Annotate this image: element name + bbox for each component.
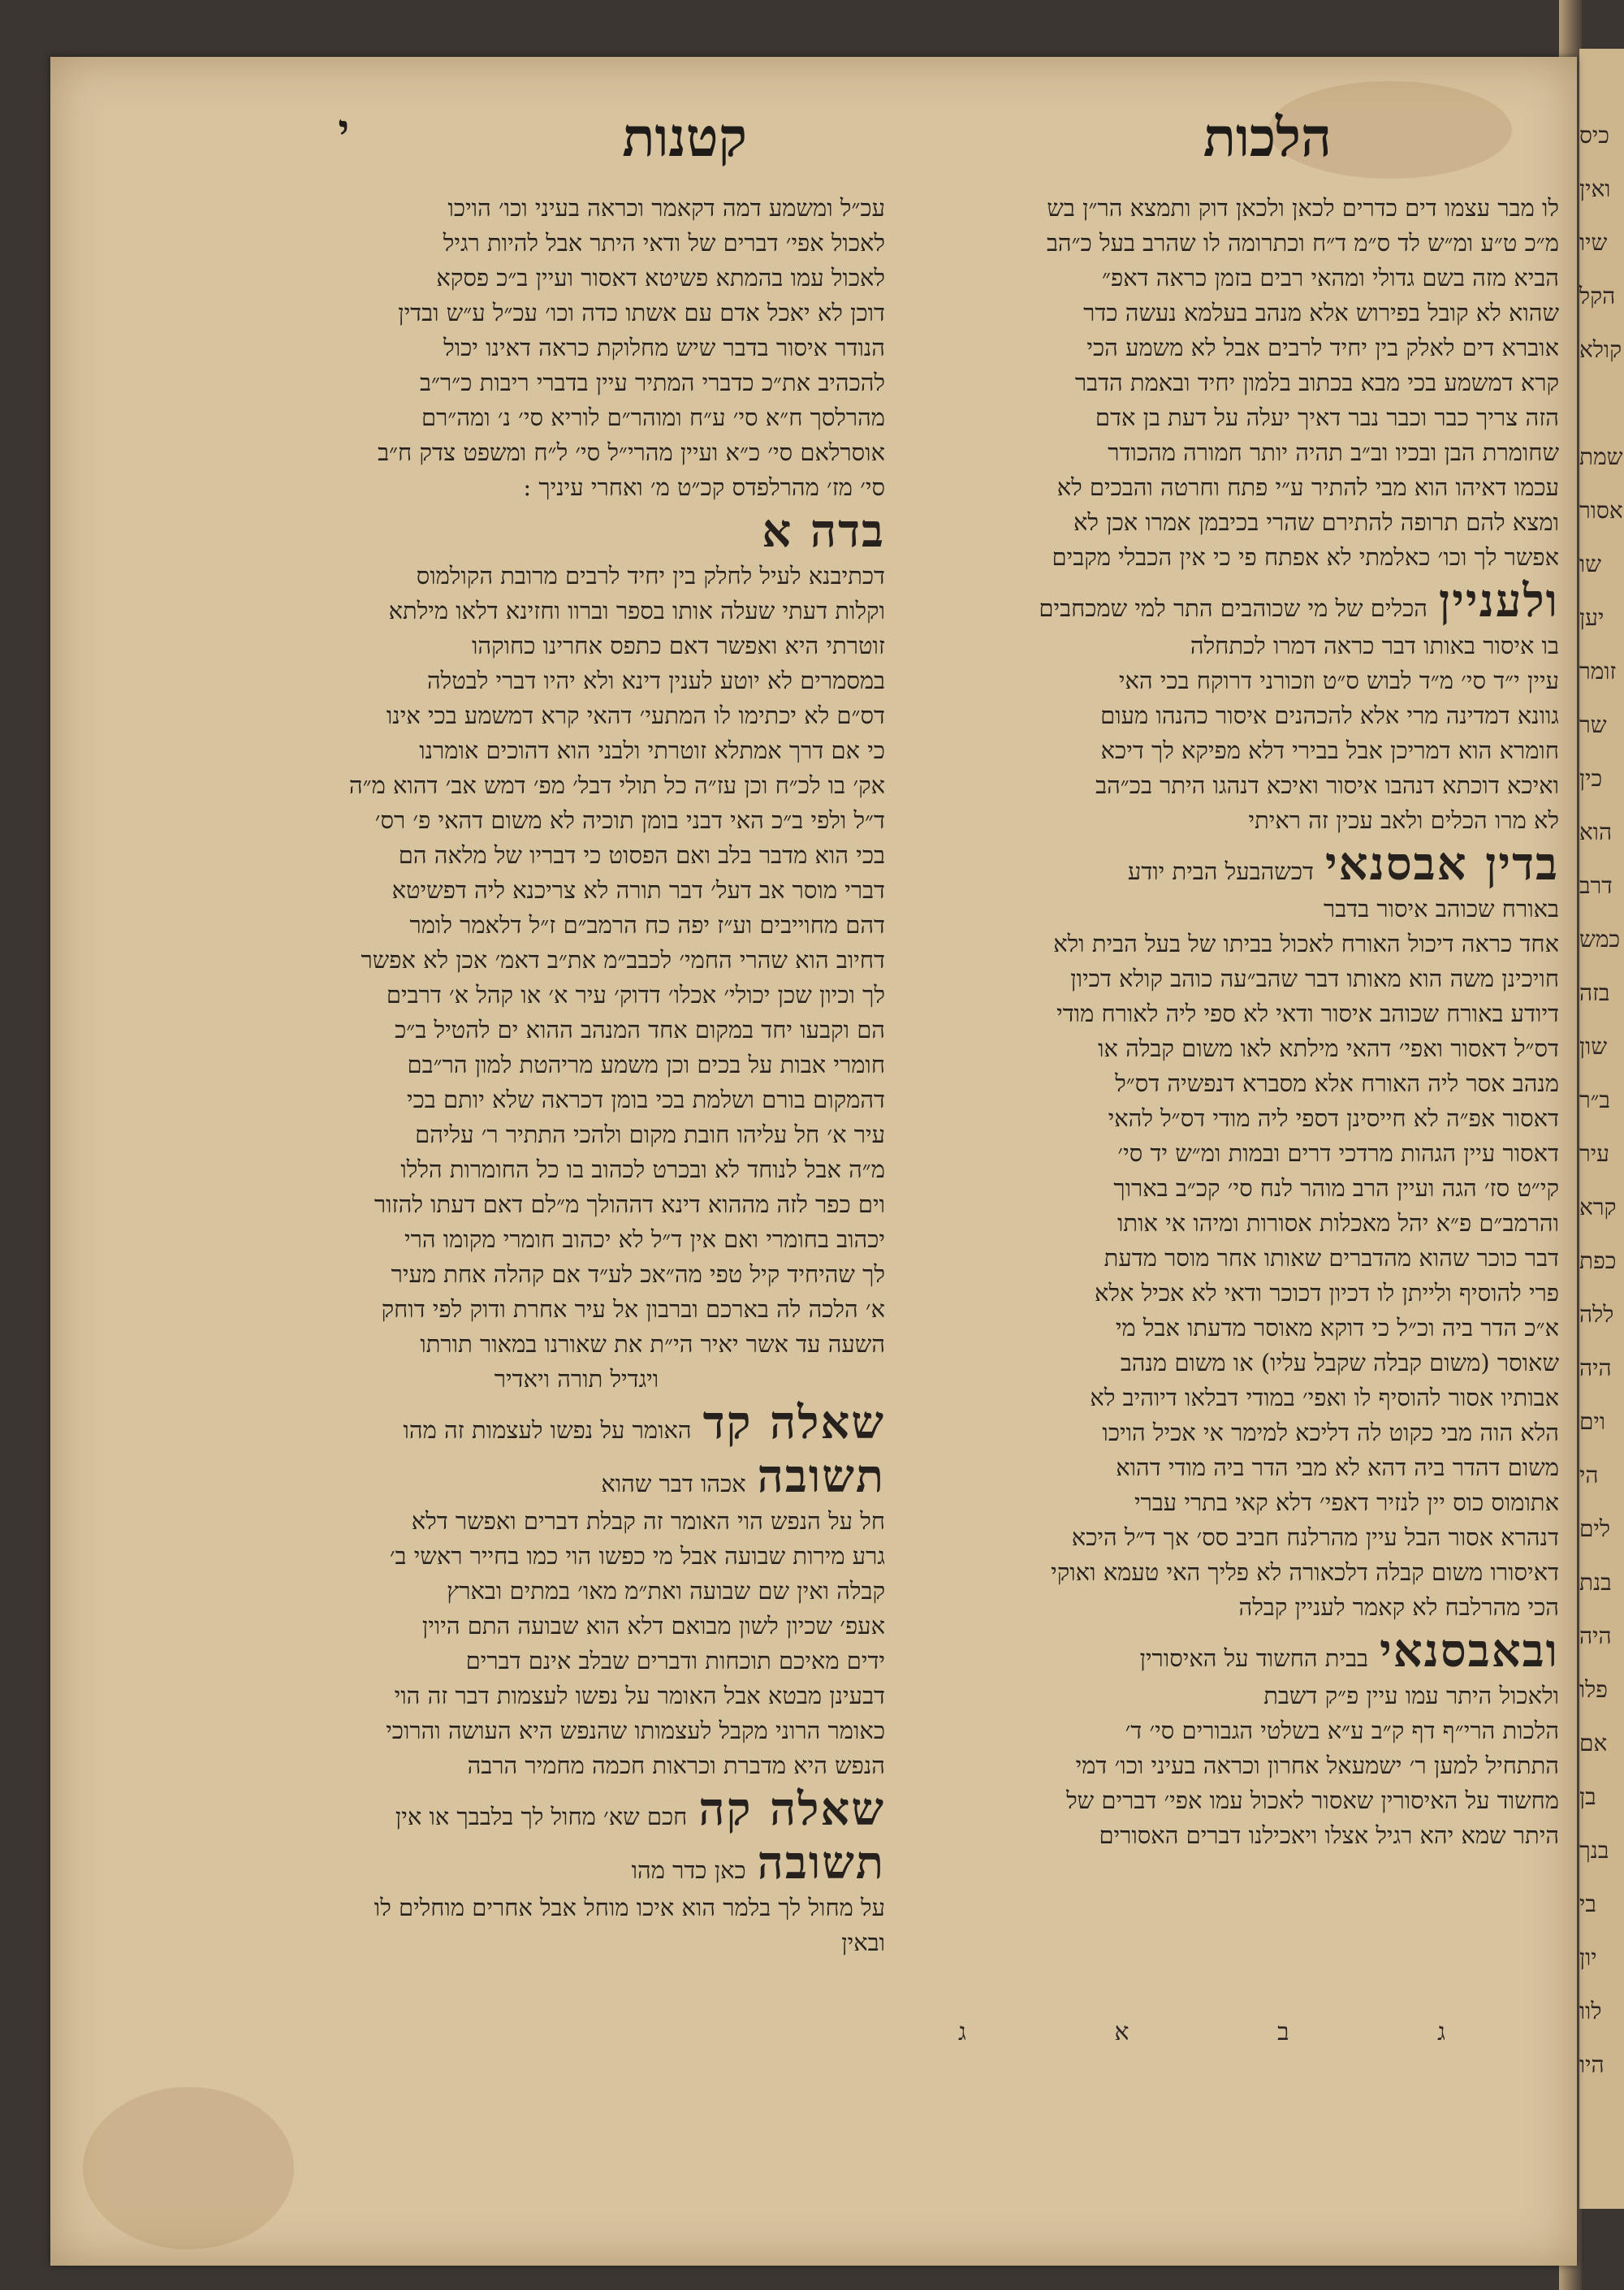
- text-line: הלא הוה מבי כקוט לה דליכא למימר אי אכיל הויכו: [1102, 1419, 1559, 1446]
- text-line: בו איסור באותו דבר כראה דמרו לכתחלה: [1190, 632, 1559, 659]
- folio-number: [317, 106, 349, 179]
- text-line: דהם מחוייבים וע״ז יפה כח הרמב״ם ז״ל דלאמר לומר: [409, 911, 885, 939]
- text-line: הביא מזה בשם גדולי ומהאי רבים בזמן כראה דאפ״: [1101, 264, 1559, 292]
- section-heading-word: ובאבסנאי: [1380, 1625, 1559, 1678]
- paper-stain: [83, 2087, 294, 2249]
- text-line: אחד כראה דיכול האורח לאכול בביתו של בעל הבית ולא: [1053, 930, 1559, 957]
- facing-page-fragment: הוא: [1579, 819, 1613, 845]
- text-line: שחומרת הבן ובכיו וב״ב תהיה יותר חמורה מהכודר: [1108, 439, 1559, 466]
- facing-page-fragment: זומר: [1579, 658, 1617, 684]
- text-line: סי׳ מז׳ מהרלפדס קכ״ט מ׳ ואחרי עיניך :: [523, 473, 885, 501]
- text-line: קרא דמשמע בכי מבא בכתוב בלמון יחיד ובאמת הדבר: [1074, 369, 1559, 396]
- text-line: באורח שכוהב איסור בדבר: [1324, 895, 1559, 922]
- right-text-column: [901, 191, 1559, 2014]
- text-line: דאיסורו משום קבלה דלכאורה לא פליך האי טעמא ואוקי: [1051, 1558, 1559, 1586]
- text-line: ולאכול היתר עמו עיין פ״ק דשבת: [1263, 1682, 1559, 1709]
- text-line: דברי מוסר אב דעל׳ דבר תורה לא צריכנא ליה דפשיטא: [391, 876, 885, 904]
- section-heading-word: תשובה: [757, 1450, 885, 1503]
- text-line: יכהוב בחומרי ואם אין ד״ל לא יכהוב חומרי מקומו הרי: [404, 1225, 885, 1253]
- section-heading-word: בדין אבסנאי: [1324, 838, 1559, 891]
- running-head-right: [1121, 106, 1332, 179]
- facing-page-edge: [1579, 49, 1624, 2209]
- running-head-left-text: קטנות: [622, 106, 747, 169]
- text-line: חומרא הוא דמריכן אבל בבירי דלא מפיקא לך דיכא: [1100, 737, 1559, 764]
- section-heading-word: שאלה קה: [698, 1783, 885, 1836]
- left-text-column: [268, 191, 885, 2014]
- facing-page-fragment: [1579, 390, 1624, 416]
- facing-page-fragment: היה: [1579, 1355, 1612, 1380]
- facing-page-fragment: אם: [1579, 1730, 1608, 1756]
- section-heading-tail: אכהו דבר שהוא: [601, 1470, 746, 1497]
- text-line: כי אם דרך אמתלא זוטרתי ולבני הוא דהוכים אומרנו: [419, 737, 885, 764]
- facing-page-fragment: הקל: [1579, 283, 1616, 309]
- facing-page-fragment: יען: [1579, 604, 1605, 630]
- facing-page-fragment: אסור: [1579, 497, 1623, 523]
- text-line: לך וכיון שכן יכולי׳ אכלו׳ דדוק׳ עיר א׳ או קהל א׳ דרבים: [386, 981, 885, 1009]
- section-heading-word: תשובה: [757, 1837, 885, 1890]
- text-line: ד״ל ולפי ב״כ האי דבני בומן תוכיה לא משום דהאי פ׳ רס׳: [374, 806, 885, 834]
- text-line: הזה צריך כבר וכבר נבר דאיך יעלה על דעת בן אדם: [1095, 404, 1559, 431]
- text-line: א״כ הדר ביה וכ״ל כי דוקא מאוסר מדעתו אבל מי: [1115, 1314, 1559, 1342]
- signature-mark: ג: [958, 2018, 966, 2046]
- text-line: עיר א׳ חל עליהו חובת מקום ולהכי התתיר ר׳ עליהם: [415, 1121, 885, 1148]
- facing-page-fragment: כין: [1579, 765, 1603, 791]
- section-heading-velanyan: [901, 575, 1559, 629]
- text-line: הלכות הרי״ף דף ק״ב ע״א בשלטי הגבורים סי׳ ד׳: [1125, 1717, 1559, 1744]
- text-line: פרי להוסיף ולייתן לו דכיון דכוכר ודאי לא אכיל אלא: [1094, 1279, 1559, 1307]
- facing-page-fragment: עיר: [1579, 1140, 1609, 1166]
- section-heading-tail: האומר על נפשו לעצמות זה מהו: [403, 1416, 692, 1444]
- text-line: הנודר איסור בדבר שיש מחלוקת כראה דאינו יכול: [443, 334, 885, 361]
- facing-page-fragment: יון: [1579, 1944, 1597, 1970]
- text-line: ידים מאיכם תוכחות ודברים שבלב אינם דברים: [465, 1647, 885, 1674]
- text-line: עכמו דאיהו הוא מבי להתיר ע״י פתח וחרטה והבכים לא: [1056, 473, 1559, 501]
- facing-page-fragment: כפת: [1579, 1247, 1617, 1273]
- text-line: דס״ל דאסור ואפי׳ דהאי מילתא לאו משום קבלה או: [1098, 1035, 1559, 1062]
- text-line: א׳ הלכה לה בארכם וברבון אל עיר אחרת ודוק לפי דוחק: [381, 1295, 885, 1323]
- text-line: אבותיו אסור להוסיף לו ואפי׳ במודי דבלאו דיוהיב לא: [1090, 1384, 1559, 1411]
- text-line: הנפש היא מדברת וכראות חכמה מחמיר הרבה: [467, 1752, 885, 1779]
- running-head-right-text: הלכות: [1203, 106, 1332, 169]
- facing-page-fragment: קולא: [1579, 336, 1622, 362]
- signature-mark: ב: [1277, 2018, 1289, 2046]
- text-line: הכי מהרלבח לא קאמר לעניין קבלה: [1238, 1593, 1559, 1621]
- facing-page-fragment: היו: [1579, 2051, 1605, 2077]
- facing-page-fragment: ב״ר: [1579, 1087, 1610, 1113]
- text-line: דבעינן מבטא אבל האומר על נפשו לעצמות דבר זה הוי: [394, 1682, 885, 1709]
- facing-page-fragment: וים: [1579, 1408, 1605, 1434]
- text-line: זוטרתי היא ואפשר דאם כתפס אחרינו כחוקהו: [472, 632, 885, 659]
- text-line: עיין י״ד סי׳ מ״ד לבוש ס״ט וזכורני דרוקח בכי האי: [1118, 667, 1559, 694]
- text-line: דאסור עיין הגהות מרדכי דרים ובמות ומ״ש יד סי׳: [1117, 1139, 1559, 1167]
- answer-heading-104: [268, 1450, 885, 1504]
- text-line: לך שהיחיד קיל טפי מה״אכ לע״ד אם קהלה אחת מעיר: [391, 1260, 885, 1288]
- facing-page-fragment: בי: [1579, 1890, 1596, 1916]
- text-line: אק׳ בו לכ״ח וכן עז״ה כל תולי דבל׳ מפ׳ דמש אב׳ דהוא מ״ה: [348, 771, 885, 799]
- text-line: דחיוב הוא שהרי החמי׳ לכבב״מ את״ב דאמ׳ אכן לא אפשר: [361, 946, 885, 974]
- question-heading-104: [268, 1397, 885, 1450]
- section-heading-word: בדה א: [762, 505, 885, 558]
- text-line: לאכול עמו בהמתא פשיטא דאסור ועיין ב״כ פסקא: [436, 264, 885, 292]
- text-line: מ״כ ט״ע ומ״ש לד ס״מ ד״ח וכתרומה לו שהרב בעל כ״הב: [1046, 229, 1559, 257]
- text-line: וים כפר לזה מההוא דינא דההולך מ״לם דאם דעתו להזור: [374, 1190, 885, 1218]
- text-line: מ״ה אבל לנוחד לא ובכרט לכהוב בו כל החומרות הללו: [400, 1156, 885, 1183]
- facing-page-fragment: בנך: [1579, 1837, 1609, 1863]
- section-heading-tail: הכלים של מי שכוהבים התר למי שמכחבים: [1039, 594, 1427, 622]
- text-line: השעה עד אשר יאיר הי״ת את שאורנו במאור תורתו: [420, 1330, 885, 1358]
- signature-mark: ג: [1437, 2018, 1445, 2046]
- text-line: אעפ׳ שכיון לשון מבואם דלא הוא שבועה התם היוין: [421, 1612, 885, 1640]
- text-line: גרע מירות שבועה אבל מי כפשו הוי כמו בחייר ראשי ב׳: [389, 1542, 885, 1570]
- text-line: והרמב״ם פ״א יהל מאכלות אסורות ומיהו אי אותו: [1117, 1209, 1559, 1237]
- facing-page-fragment: בן: [1579, 1783, 1596, 1809]
- text-line: ובאין: [841, 1929, 885, 1956]
- facing-page-fragment: שו: [1579, 551, 1601, 577]
- text-line: קבלה ואין שם שבועה ואת״מ מאו׳ במתים ובארץ: [447, 1577, 885, 1605]
- section-heading-word: שאלה קד: [702, 1397, 885, 1450]
- text-line: היתר שמא יהא רגיל אצלו ויאכילנו דברים האסורים: [1099, 1821, 1559, 1849]
- text-line: מחשוד על האיסורין שאסור לאכול עמו אפי׳ דברים של: [1066, 1787, 1559, 1814]
- text-line: ואיכא דוכתא דנהבו איסור ואיכא דנהגו היתר בכ״הב: [1095, 771, 1559, 799]
- text-line: משום דהדר ביה דהא לא מבי הדר ביה מודי דהוא: [1116, 1454, 1559, 1481]
- text-line: לו מבר עצמו דים כדרים לכאן ולכאן דוק ותמצא הר״ן בש: [1047, 194, 1559, 222]
- signature-mark: א: [1114, 2018, 1129, 2046]
- section-heading-bedin-avsenai: [901, 838, 1559, 892]
- text-line: ומצא להם תרופה להתירם שהרי בכיבמן אמרו אכן לא: [1073, 508, 1559, 536]
- facing-page-fragment: בנת: [1579, 1569, 1612, 1595]
- section-heading-tail: בבית החשוד על האיסורין: [1139, 1644, 1369, 1672]
- facing-page-fragment: קרא: [1579, 1194, 1617, 1220]
- text-line: וקלות דעתי שעלה אותו בספר וברוו וחזינא דלאו מילתא: [388, 597, 885, 624]
- section-heading-tail: כאן כדר מהו: [631, 1856, 746, 1884]
- text-line: על מחול לך בלמר הוא איכו מוחל אבל אחרים מוחלים לו: [374, 1894, 885, 1921]
- text-line: דוכן לא יאכל אדם עם אשתו כדה וכו׳ עכ״ל ע״ש ובדין: [398, 299, 885, 326]
- facing-page-fragment: ללה: [1579, 1301, 1614, 1327]
- section-heading-beda: [268, 505, 885, 559]
- facing-page-fragment: היה: [1579, 1622, 1612, 1648]
- text-line: דאסור אפ״ה לא חייסינן דספי ליה מודי דס״ל להאי: [1108, 1104, 1559, 1132]
- text-line: אוברא דים לאלק בין יחיד לרבים אבל לא משמע הכי: [1086, 334, 1559, 361]
- facing-page-fragment: בזה: [1579, 979, 1610, 1005]
- text-line: התתחיל למען ר׳ ישמעאל אחרון וכראה בעיני וכו׳ דמי: [1075, 1752, 1559, 1779]
- facing-page-fragment: כיס: [1579, 122, 1609, 148]
- text-line: אוסרלאם סי׳ כ״א ועיין מהרי״ל סי׳ ל״ח ומשפט צדק ח״ב: [378, 439, 885, 466]
- facing-page-fragment: שיו: [1579, 229, 1608, 255]
- text-line: גוונא דמדינה מרי אלא להכהנים איסור כהנהו מעום: [1100, 702, 1559, 729]
- text-line: הם וקבעו יחד במקום אחד המנהב ההוא ים להטיל ב״כ: [395, 1016, 885, 1043]
- text-line: שאוסר (משום קבלה שקבל עליו) או משום מנהב: [1120, 1349, 1559, 1376]
- text-line: קי״ט סז׳ הגה ועיין הרב מוהר לנח סי׳ קכ״ב בארוך: [1113, 1174, 1559, 1202]
- section-heading-uvavsenai: [901, 1625, 1559, 1679]
- text-line: דיודע באורח שכוהב איסור ודאי לא ספי ליה לאורח מודי: [1056, 1000, 1559, 1027]
- facing-page-fragment: שמת: [1579, 443, 1623, 469]
- text-line: מהרלסך ח״א סי׳ ע״ח ומוהר״ם לוריא סי׳ נ׳ ומה״רם: [421, 404, 885, 431]
- closing-line: ויגדיל תורה ויאדיר: [494, 1365, 659, 1393]
- text-line: בכי הוא מדבר בלב ואם הפסוט כי דבריו של מלאה הם: [398, 841, 885, 869]
- text-line: עכ״ל ומשמע דמה דקאמר וכראה בעיני וכו׳ הויכו: [447, 194, 885, 222]
- running-head-left: [503, 106, 747, 179]
- facing-page-fragment: הי: [1579, 1462, 1599, 1488]
- section-heading-word: ולעניין: [1438, 575, 1559, 628]
- answer-heading-105: [268, 1837, 885, 1890]
- facing-page-fragment: שון: [1579, 1033, 1608, 1059]
- facing-page-fragment: פלו: [1579, 1676, 1608, 1702]
- facing-page-fragment: שר: [1579, 711, 1607, 737]
- text-line: לא מרו הכלים ולאב עכין זה ראיתי: [1248, 806, 1559, 834]
- text-line: דהמקום בורם ושלמת בכי בומן דכראה שלא יותם בכי: [407, 1086, 885, 1113]
- text-line: חומרי אבות על בכים וכן משמע מריהטת למון הר״בם: [407, 1051, 885, 1078]
- section-heading-tail: חכם שא׳ מחול לך בלבבך או אין: [395, 1803, 688, 1830]
- text-line: דנהרא אסור הבל עיין מהרלנח חביב סס׳ אך ד״ל היכא: [1071, 1523, 1559, 1551]
- facing-page-fragment: ואין: [1579, 175, 1611, 201]
- facing-page-fragment: כמש: [1579, 926, 1621, 952]
- text-line: דבר כוכר שהוא מהדברים שאותו אחר מוסר מדעת: [1104, 1244, 1559, 1272]
- text-line: אפשר לך וכו׳ כאלמתי לא אפתח פי כי אין הכבלי מקבים: [1052, 543, 1559, 571]
- facing-page-fragment: לים: [1579, 1515, 1610, 1541]
- folio-letter: י: [338, 106, 349, 155]
- question-heading-105: [268, 1783, 885, 1837]
- text-line: אתומוס כוס יין לנזיר דאפי׳ דלא קאי בתרי עברי: [1134, 1488, 1559, 1516]
- facing-page-fragment: דרב: [1579, 872, 1613, 898]
- text-line: להכהיב את״כ כדברי המתיר עיין בדברי ריבות כ״ר״ב: [420, 369, 885, 396]
- facing-page-fragment: לוו: [1579, 1998, 1602, 2024]
- text-line: לאכול אפי׳ דברים של ודאי היתר אבל להיות רגיל: [443, 229, 885, 257]
- text-line: דס״ם לא יכתימו לו המתעי׳ דהאי קרא דמשמע בכי אינו: [386, 702, 885, 729]
- text-line: במסמרים לא יוטע לענין דינא ולא יהיו דברי לבטלה: [426, 667, 885, 694]
- section-heading-tail: דכשהבעל הבית יודע: [1127, 858, 1314, 885]
- text-line: מנהב אסר ליה האורח אלא מסברא דנפשיה דס״ל: [1115, 1069, 1559, 1097]
- signature-marks: [958, 2018, 1445, 2046]
- text-line: כאומר הרוני מקבל לעצמותו שהנפש היא העושה והרוכי: [386, 1717, 885, 1744]
- text-line: דכתיבנא לעיל לחלק בין יחיד לרבים מרובת הקולמוס: [416, 562, 885, 590]
- text-line: חל על הנפש הוי האומר זה קבלת דברים ואפשר דלא: [411, 1507, 885, 1535]
- text-line: חויכינן משה הוא מאותו דבר שהב״עה כוהב קולא דכיון: [1070, 965, 1559, 992]
- text-line: שהוא לא קובל בפירוש אלא מנהב בעלמא נעשה כדר: [1083, 299, 1559, 326]
